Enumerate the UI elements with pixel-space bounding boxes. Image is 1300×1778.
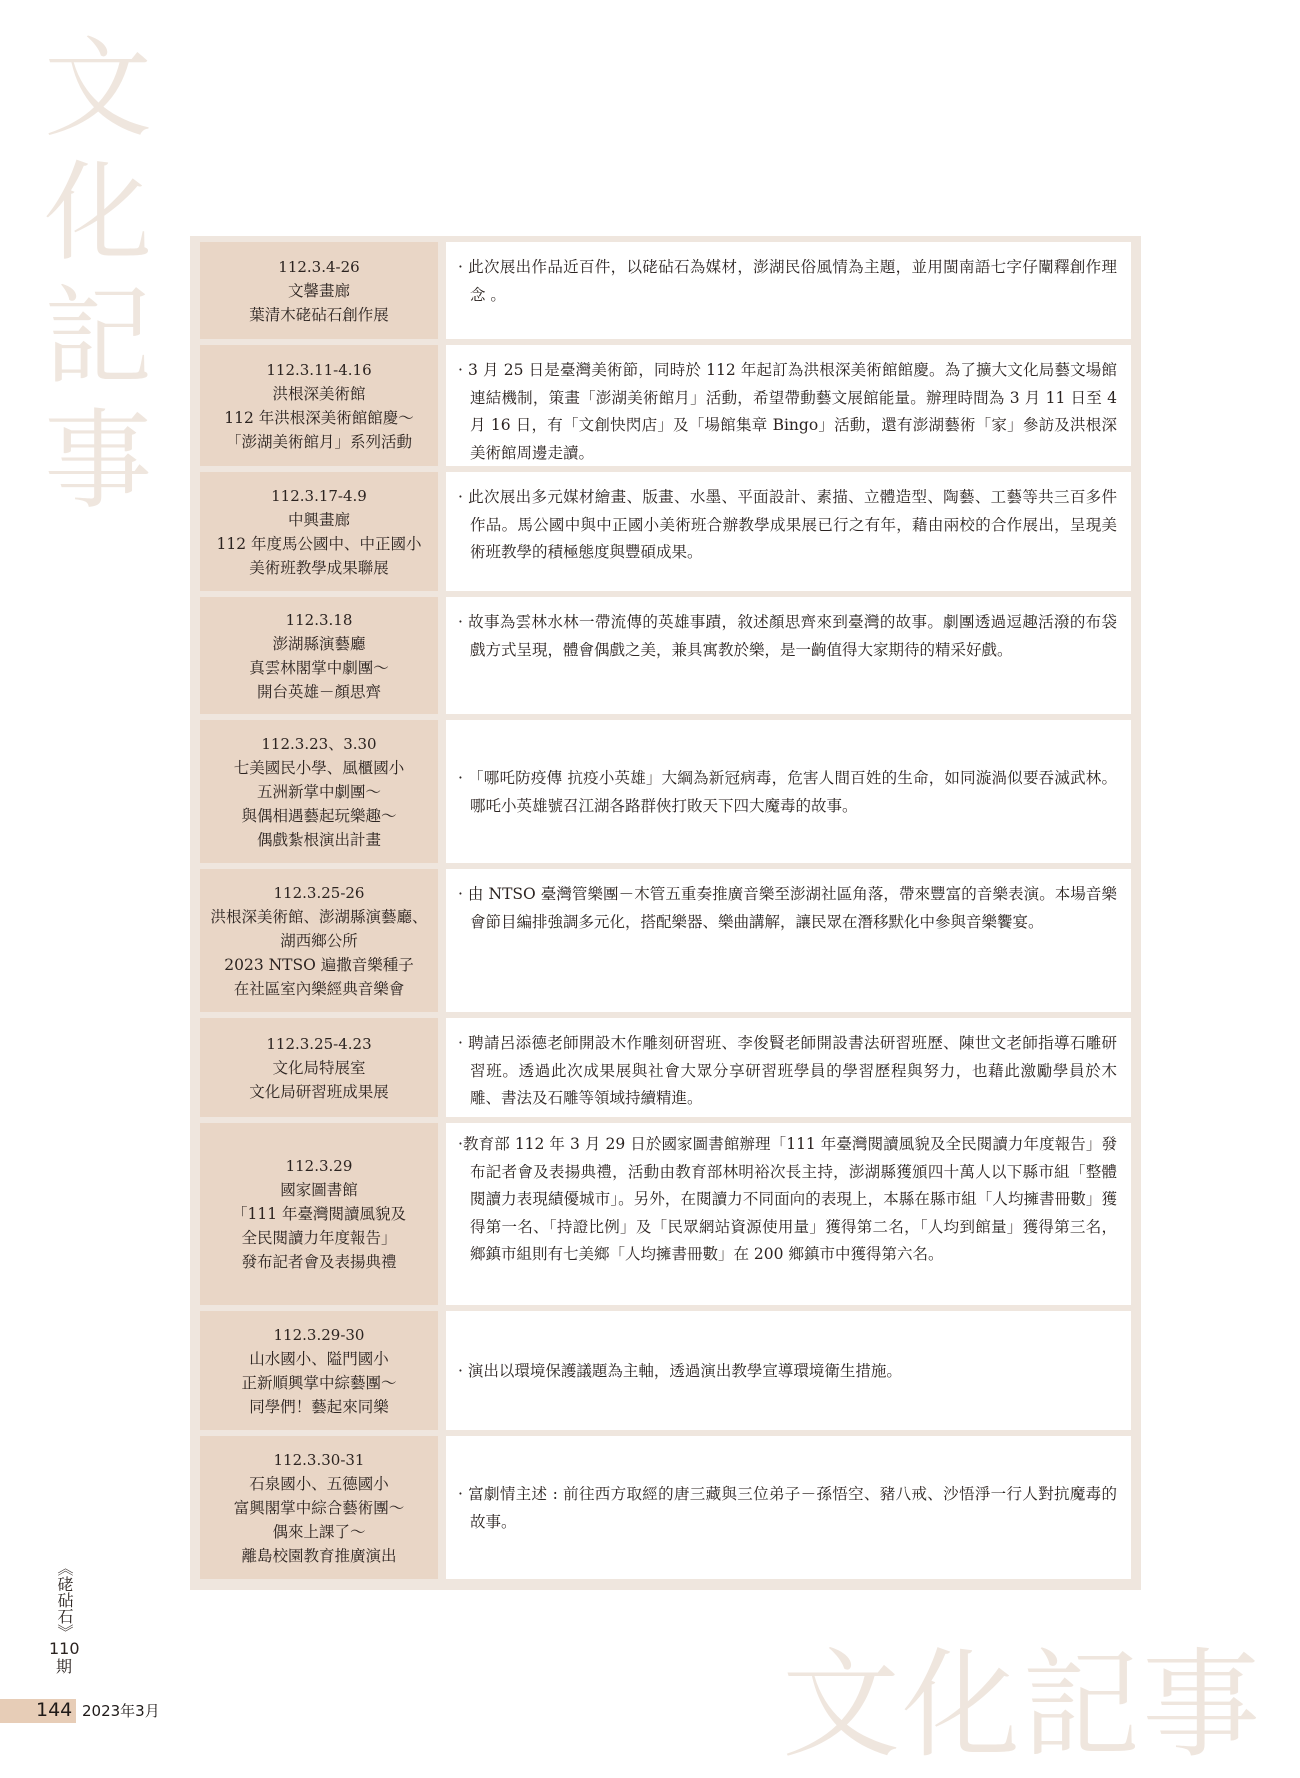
event-description: · 「哪吒防疫傳 抗疫小英雄」大綱為新冠病毒，危害人間百姓的生命，如同漩渦似要吞滅武林。哪吒小英雄號召江湖各路群俠打敗天下四大魔毒的故事。 (458, 769, 1117, 815)
event-title: 正新順興掌中綜藝團～ (241, 1373, 397, 1392)
event-title: 偶戲紮根演出計畫 (256, 830, 381, 849)
issue-date: 2023年3月 (82, 1702, 160, 1720)
event-description: · 此次展出作品近百件，以硓砧石為媒材，澎湖民俗風情為主題，並用閩南語七字仔闡釋創作理念 。 (458, 258, 1117, 304)
event-venue: 中興畫廊 (287, 510, 350, 529)
event-venue: 七美國民小學、風櫃國小 (233, 758, 405, 777)
section-title-char-3: 記 (43, 275, 152, 400)
event-row (200, 869, 1131, 1012)
event-description-cell (446, 1311, 1131, 1430)
event-description: · 故事為雲林水林一帶流傳的英雄事蹟，敘述顏思齊來到臺灣的故事。劇團透過逗趣活潑的布袋戲方式呈現，體會偶戲之美，兼具寓教於樂，是一齣值得大家期待的精采好戲。 (458, 613, 1117, 659)
event-row (200, 472, 1131, 591)
event-venue: 國家圖書館 (280, 1181, 358, 1199)
event-venue: 洪根深美術館、澎湖縣演藝廳、 (210, 907, 428, 926)
event-date: 112.3.30-31 (273, 1450, 365, 1469)
event-title: 偶來上課了～ (272, 1522, 366, 1541)
event-info-cell (200, 472, 438, 591)
event-row (200, 597, 1131, 714)
event-title: 在社區室內樂經典音樂會 (233, 979, 405, 998)
event-title: 同學們！藝起來同樂 (249, 1397, 389, 1416)
section-title-char-1: 文 (43, 27, 152, 152)
event-venue: 山水國小、隘門國小 (249, 1349, 389, 1368)
event-info-cell (200, 242, 438, 339)
event-venue: 石泉國小、五德國小 (249, 1474, 389, 1493)
event-title: 葉清木硓砧石創作展 (249, 305, 389, 324)
event-row (200, 720, 1131, 863)
magazine-issue (49, 1560, 79, 1676)
page-number: 144 (36, 1699, 73, 1721)
section-title-char-2: 化 (43, 151, 152, 276)
event-title: 發布記者會及表揚典禮 (241, 1253, 397, 1271)
event-row (200, 242, 1131, 339)
event-venue: 湖西鄉公所 (280, 931, 358, 950)
event-info-cell (200, 597, 438, 714)
event-title: 真雲林閣掌中劇團～ (249, 658, 389, 677)
event-description-cell (446, 869, 1131, 1012)
event-date: 112.3.18 (285, 610, 353, 629)
section-title-vertical (38, 28, 158, 524)
event-description-cell (446, 1436, 1131, 1579)
event-title: 離島校園教育推廣演出 (241, 1546, 397, 1565)
event-info-cell (200, 1123, 438, 1305)
event-description-cell (446, 1018, 1131, 1117)
event-description: · 3 月 25 日是臺灣美術節，同時於 112 年起訂為洪根深美術館館慶。為了擴大文化局藝文場館連結機制，策畫「澎湖美術館月」活動，希望帶動藝文展館能量。辦理時間為 3 月 11 日至 4 月 16 日，有「文創快閃店」及「場館集章 Bingo」活動，還有澎湖藝術「家」參訪及洪根深美術館周邊走讀。 (458, 361, 1117, 462)
event-title: 「111 年臺灣閱讀風貌及 (231, 1205, 406, 1223)
event-date: 112.3.29 (285, 1157, 353, 1175)
event-date: 112.3.25-4.23 (266, 1034, 372, 1053)
event-date: 112.3.25-26 (273, 883, 365, 902)
event-row (200, 345, 1131, 466)
event-description-cell (446, 345, 1131, 466)
event-description: · 聘請呂添德老師開設木作雕刻研習班、李俊賢老師開設書法研習班歷、陳世文老師指導石雕研習班。透過此次成果展與社會大眾分享研習班學員的學習歷程與努力，也藉此激勵學員於木雕、書法及石雕等領域持續精進。 (458, 1034, 1117, 1107)
magazine-name: 《硓砧石》 (55, 1560, 74, 1640)
event-info-cell (200, 720, 438, 863)
section-title-watermark: 文化記事 (782, 1636, 1263, 1774)
event-title: 富興閣掌中綜合藝術團～ (233, 1498, 405, 1517)
issue-number: 110 (49, 1639, 80, 1658)
event-venue: 文馨畫廊 (287, 281, 350, 300)
event-venue: 文化局特展室 (272, 1058, 366, 1077)
event-description: ·教育部 112 年 3 月 29 日於國家圖書館辦理「111 年臺灣閱讀風貌及全民閱讀力年度報告」發布記者會及表揚典禮，活動由教育部林明裕次長主持，澎湖縣獲頒四十萬人以下縣市組「整體閱讀力表現績優城市」。另外，在閱讀力不同面向的表現上，本縣在縣市組「人均擁書冊數」獲得第一名、「持證比例」及「民眾網站資源使用量」獲得第二名，「人均到館量」獲得第三名，鄉鎮市組則有七美鄉「人均擁書冊數」在 200 鄉鎮市中獲得第六名。 (458, 1135, 1117, 1263)
event-description: · 此次展出多元媒材繪畫、版畫、水墨、平面設計、素描、立體造型、陶藝、工藝等共三百多件作品。馬公國中與中正國小美術班合辦教學成果展已行之有年，藉由兩校的合作展出，呈現美術班教學的積極態度與豐碩成果。 (458, 488, 1117, 561)
event-date: 112.3.17-4.9 (271, 486, 367, 505)
event-description-cell (446, 242, 1131, 339)
event-title: 112 年洪根深美術館館慶～ (224, 408, 414, 427)
event-description-cell (446, 720, 1131, 863)
event-date: 112.3.29-30 (273, 1325, 365, 1344)
event-info-cell (200, 1436, 438, 1579)
event-title: 112 年度馬公國中、中正國小 (216, 534, 422, 553)
event-title: 全民閱讀力年度報告」 (241, 1229, 397, 1247)
event-venue: 澎湖縣演藝廳 (272, 634, 366, 653)
event-info-cell (200, 1311, 438, 1430)
event-title: 「澎湖美術館月」系列活動 (225, 432, 412, 451)
section-title-char-4: 事 (43, 399, 152, 524)
event-description-cell (446, 1123, 1131, 1305)
event-description: · 富劇情主述 : 前往西方取經的唐三藏與三位弟子－孫悟空、豬八戒、沙悟淨一行人對抗魔毒的故事。 (458, 1485, 1117, 1531)
event-date: 112.3.11-4.16 (266, 360, 372, 379)
event-venue: 洪根深美術館 (272, 384, 366, 403)
issue-suffix: 期 (55, 1657, 72, 1676)
event-info-cell (200, 869, 438, 1012)
event-title: 五洲新掌中劇團～ (256, 782, 381, 801)
event-title: 2023 NTSO 遍撒音樂種子 (224, 955, 414, 974)
event-title: 美術班教學成果聯展 (249, 558, 389, 577)
event-row (200, 1018, 1131, 1117)
event-title: 文化局研習班成果展 (249, 1082, 389, 1101)
event-date: 112.3.23、3.30 (261, 734, 377, 753)
event-title: 與偶相遇藝起玩樂趣～ (241, 806, 397, 825)
event-description-cell (446, 472, 1131, 591)
event-description: · 演出以環境保護議題為主軸，透過演出教學宣導環境衛生措施。 (458, 1361, 902, 1380)
event-row (200, 1436, 1131, 1579)
event-title: 開台英雄－顏思齊 (256, 682, 381, 701)
event-info-cell (200, 345, 438, 466)
event-description: · 由 NTSO 臺灣管樂團－木管五重奏推廣音樂至澎湖社區角落，帶來豐富的音樂表演。本場音樂會節目編排強調多元化，搭配樂器、樂曲講解，讓民眾在潛移默化中參與音樂饗宴。 (458, 885, 1117, 931)
event-row (200, 1311, 1131, 1430)
event-info-cell (200, 1018, 438, 1117)
event-row (200, 1123, 1131, 1305)
event-date: 112.3.4-26 (278, 257, 360, 276)
event-description-cell (446, 597, 1131, 714)
